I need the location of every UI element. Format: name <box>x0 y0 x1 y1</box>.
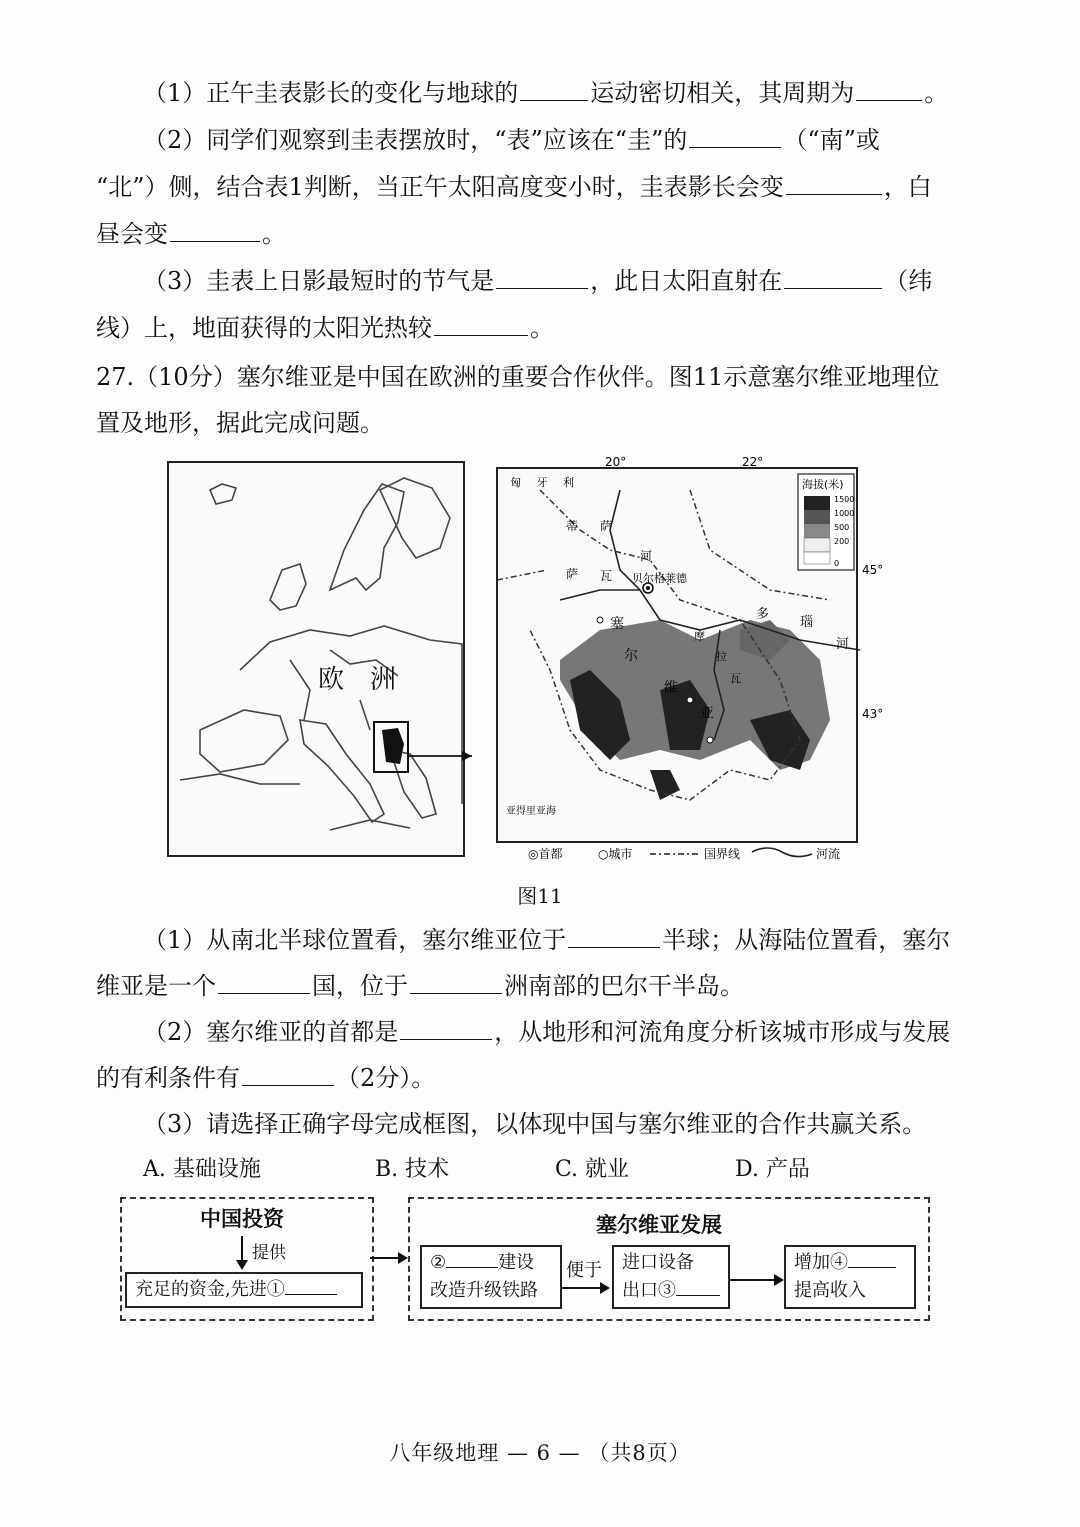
text: “北”）侧，结合表1判断，当正午太阳高度变小时，圭表影长会变 <box>96 173 784 201</box>
text: 。 <box>924 79 949 107</box>
answer-blank[interactable] <box>856 78 922 101</box>
river-sava-1: 萨 <box>566 567 579 581</box>
map-legend-river: 河流 <box>816 847 841 861</box>
text: 改造升级铁路 <box>430 1280 538 1301</box>
text: （1）从南北半球位置看，塞尔维亚位于 <box>143 926 567 954</box>
answer-blank[interactable] <box>170 219 260 242</box>
facilitate-label: 便于 <box>566 1260 602 1281</box>
text: ，白 <box>883 173 932 201</box>
provide-arrow <box>232 1236 252 1270</box>
text: 增加④ <box>794 1252 848 1273</box>
option-c: C. 就业 <box>555 1157 630 1182</box>
europe-label-2: 洲 <box>370 665 397 695</box>
q26-p2-line1 <box>143 125 958 155</box>
china-investment-title: 中国投资 <box>200 1206 284 1231</box>
river-danube-1: 多 <box>756 607 770 622</box>
q27-sub1-line2 <box>96 971 958 1001</box>
serbia-development-title: 塞尔维亚发展 <box>596 1212 722 1237</box>
answer-blank[interactable] <box>520 78 588 101</box>
text: 维亚是一个 <box>96 972 216 1000</box>
q27-sub3: （3）请选择正确字母完成框图，以体现中国与塞尔维亚的合作共赢关系。 <box>143 1110 927 1138</box>
flow-arrow-2 <box>562 1280 612 1296</box>
option-b: B. 技术 <box>375 1157 450 1182</box>
text: ，从地形和河流角度分析该城市形成与发展 <box>494 1018 951 1046</box>
legend-level: 500 <box>834 523 850 532</box>
text: 运动密切相关，其周期为 <box>590 79 855 107</box>
q26-p3-line2 <box>96 313 958 343</box>
text: （2）塞尔维亚的首都是 <box>143 1018 399 1046</box>
river-tisa-2: 萨 <box>600 519 613 533</box>
country-label-1: 塞 <box>610 616 624 632</box>
text: 。 <box>262 220 286 248</box>
text: （纬 <box>884 267 933 295</box>
answer-blank[interactable] <box>784 266 882 289</box>
answer-blank[interactable] <box>285 1276 337 1295</box>
neighbor-hungary: 匈 牙 利 <box>510 476 580 489</box>
lon-22: 22° <box>742 455 764 469</box>
text: 出口③ <box>622 1280 676 1301</box>
outcome-box <box>784 1245 916 1309</box>
answer-blank[interactable] <box>410 971 502 994</box>
country-label-3: 维 <box>664 680 678 696</box>
option-a: A. 基础设施 <box>143 1157 261 1182</box>
map-legend-capital: ◎首都 <box>528 847 563 861</box>
map-legend-border: 国界线 <box>704 847 741 861</box>
left-box <box>125 1272 363 1308</box>
answer-blank[interactable] <box>400 1017 492 1040</box>
text: 进口设备 <box>622 1252 694 1273</box>
text: （“南”或 <box>783 126 880 154</box>
river-morava-3: 瓦 <box>730 672 741 685</box>
city-marker <box>707 737 713 743</box>
q27-intro-line2: 置及地形，据此完成问题。 <box>96 409 384 437</box>
text: 。 <box>530 314 554 342</box>
answer-blank[interactable] <box>676 1277 720 1296</box>
capital-label: 贝尔格莱德 <box>632 572 687 585</box>
city-marker <box>687 697 693 703</box>
answer-blank[interactable] <box>434 313 528 336</box>
river-danube-3: 河 <box>836 637 850 652</box>
answer-blank[interactable] <box>242 1063 334 1086</box>
text: 充足的资金,先进① <box>135 1279 285 1300</box>
q26-p3-line1 <box>143 266 958 296</box>
flow-arrow-1 <box>370 1248 410 1268</box>
figure-caption: 图11 <box>517 884 563 908</box>
text: 提高收入 <box>794 1280 866 1301</box>
q27-sub1-line1 <box>143 925 958 955</box>
answer-blank[interactable] <box>786 172 882 195</box>
text: ，此日太阳直射在 <box>590 267 783 295</box>
legend-level: 0 <box>834 559 840 568</box>
lat-43: 43° <box>862 707 884 721</box>
river-sava-2: 瓦 <box>600 569 613 583</box>
river-morava-1: 摩 <box>694 630 705 643</box>
text: 线）上，地面获得的太阳光热较 <box>96 314 432 342</box>
answer-blank[interactable] <box>446 1249 498 1268</box>
text: （1）正午圭表影长的变化与地球的 <box>143 79 519 107</box>
infrastructure-box <box>420 1245 562 1309</box>
trade-box <box>612 1245 730 1309</box>
lat-45: 45° <box>862 563 884 577</box>
river-morava-2: 拉 <box>716 650 727 663</box>
text: 半球；从海陆位置看，塞尔 <box>662 926 951 954</box>
q26-p1 <box>143 78 958 108</box>
text: 的有利条件有 <box>96 1064 240 1092</box>
capital-marker-dot <box>646 586 650 590</box>
q26-p2-line3 <box>96 219 958 249</box>
provide-label: 提供 <box>252 1243 286 1263</box>
figure-11 <box>0 450 1080 870</box>
country-label-2: 尔 <box>624 648 638 664</box>
text: （3）圭表上日影最短时的节气是 <box>143 267 495 295</box>
answer-blank[interactable] <box>689 125 781 148</box>
europe-label-1: 欧 <box>318 665 345 695</box>
river-danube-2: 瑙 <box>800 615 814 630</box>
text: 建设 <box>498 1252 535 1273</box>
answer-blank[interactable] <box>496 266 588 289</box>
text: （2分）。 <box>336 1064 436 1092</box>
legend-river-line <box>752 848 812 857</box>
city-marker <box>597 617 603 623</box>
q27-sub2-line1 <box>143 1017 958 1047</box>
text: （2）同学们观察到圭表摆放时，“表”应该在“圭”的 <box>143 126 688 154</box>
legend-level: 200 <box>834 537 850 546</box>
q27-sub2-line2 <box>96 1063 958 1093</box>
river-tisa-3: 河 <box>640 549 653 563</box>
locator-arrow-head <box>462 751 472 761</box>
text: 国，位于 <box>312 972 408 1000</box>
page-footer: 八年级地理 — 6 — （共8页） <box>389 1441 691 1465</box>
map-legend-city: ○城市 <box>598 847 633 861</box>
legend-level: 1000 <box>834 509 855 518</box>
answer-blank[interactable] <box>848 1249 896 1268</box>
text: 昼会变 <box>96 220 168 248</box>
answer-blank[interactable] <box>218 971 310 994</box>
river-tisa-1: 蒂 <box>566 519 579 533</box>
option-d: D. 产品 <box>735 1157 810 1182</box>
lon-20: 20° <box>605 455 627 469</box>
sea-label: 亚得里亚海 <box>506 806 556 817</box>
europe-map-frame <box>168 462 464 856</box>
legend-level: 1500 <box>834 495 855 504</box>
q26-p2-line2 <box>96 172 958 202</box>
q27-intro-line1: 27.（10分）塞尔维亚是中国在欧洲的重要合作伙伴。图11示意塞尔维亚地理位 <box>96 363 940 391</box>
text: ② <box>430 1252 447 1273</box>
country-label-4: 亚 <box>700 706 714 722</box>
flow-arrow-3 <box>730 1272 786 1288</box>
legend-title: 海拔(米) <box>802 478 844 491</box>
text: 洲南部的巴尔干半岛。 <box>504 972 744 1000</box>
answer-blank[interactable] <box>568 925 660 948</box>
